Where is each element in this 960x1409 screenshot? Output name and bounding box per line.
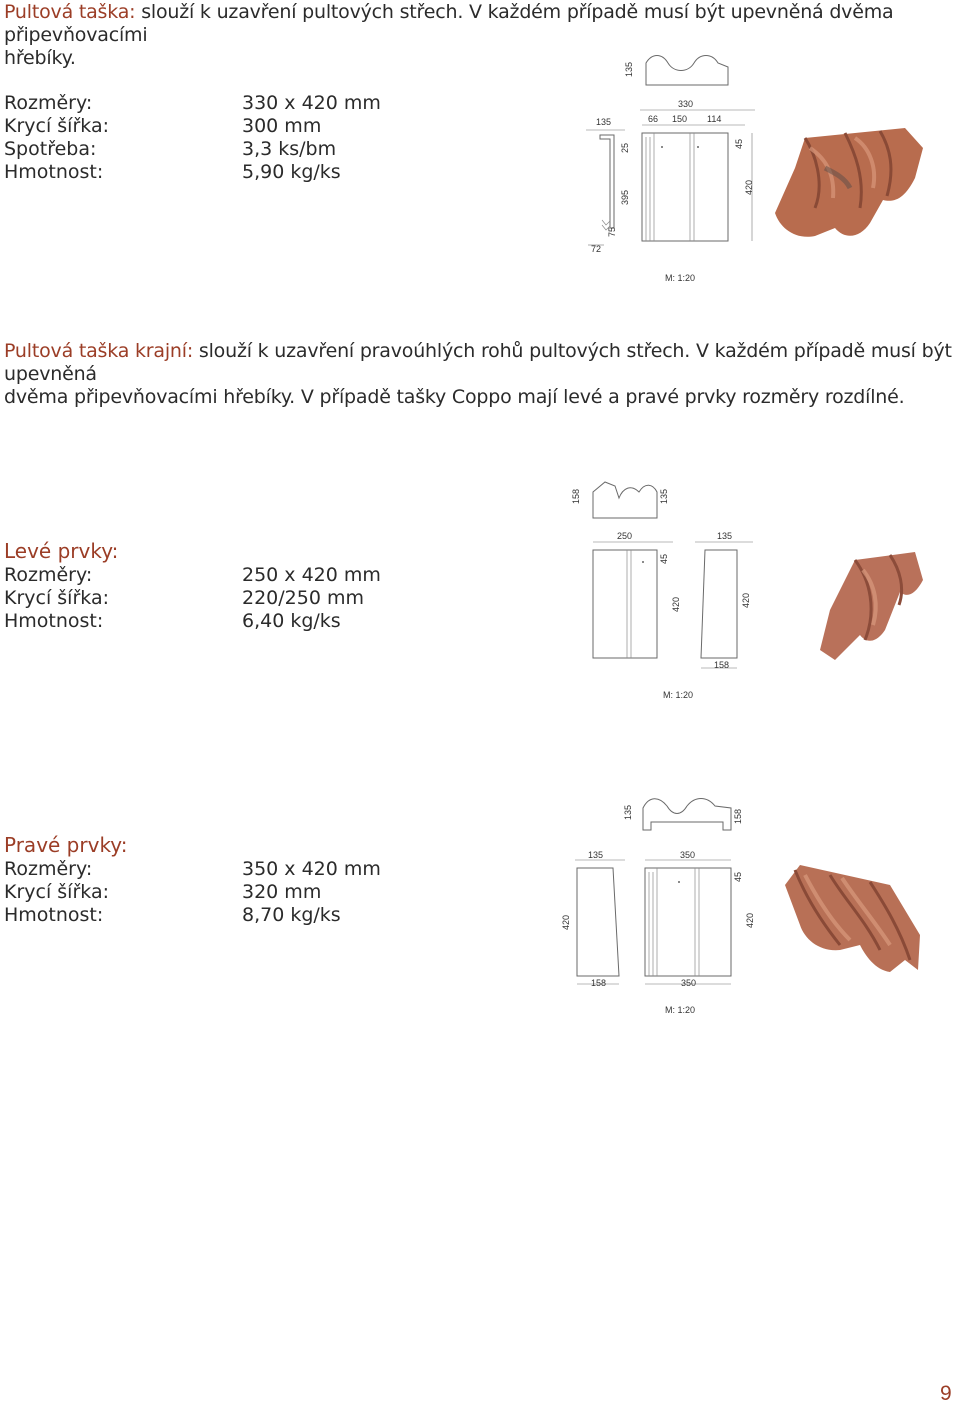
- section2-title: Pultová taška krajní:: [4, 340, 194, 362]
- dim-label: 135: [623, 804, 633, 820]
- profile-outline: [646, 56, 728, 86]
- tile-photo: [775, 128, 925, 240]
- dim-label: 350: [680, 850, 696, 860]
- section1-intro: [4, 1, 960, 70]
- dim-label: 75: [607, 226, 617, 237]
- spec-value: 8,70 kg/ks: [242, 904, 341, 926]
- tile-photo-shape: [785, 865, 920, 972]
- spec-value: 3,3 ks/bm: [242, 138, 337, 160]
- dim-label: 135: [596, 117, 612, 127]
- section1-text-line2: hřebíky.: [4, 47, 76, 69]
- section2-intro: [4, 340, 960, 409]
- spec-value: 6,40 kg/ks: [242, 610, 341, 632]
- tile-photo: [780, 860, 925, 975]
- dim-label: 25: [620, 142, 630, 153]
- dim-label: 158: [733, 808, 743, 824]
- dim-label: 158: [714, 660, 730, 670]
- spec-value: 250 x 420 mm: [242, 564, 381, 586]
- dim-label: 72: [591, 244, 602, 254]
- dim-label: 330: [678, 99, 694, 109]
- section1-title: Pultová taška:: [4, 1, 136, 23]
- dim-label: 395: [620, 189, 630, 205]
- dim-label: 114: [707, 114, 722, 124]
- dim-label: 45: [733, 871, 743, 882]
- section4-drawing: [555, 790, 765, 1000]
- spec-value: 220/250 mm: [242, 587, 364, 609]
- spec-label: Rozměry:: [4, 92, 93, 114]
- tile-front: [642, 133, 728, 241]
- dim-label: 66: [648, 114, 659, 124]
- side-profile: [577, 868, 619, 976]
- dim-label: 45: [734, 138, 744, 149]
- section4-specs: [4, 858, 384, 927]
- dim-label: 135: [588, 850, 604, 860]
- profile-outline: [593, 482, 657, 518]
- section1-text-line1: slouží k uzavření pultových střech. V každém případě musí být upevněná dvěma připevňovacími: [4, 1, 894, 46]
- dim-label: 420: [561, 914, 571, 930]
- spec-value: 300 mm: [242, 115, 322, 137]
- tile-front: [593, 550, 657, 658]
- dim-label: 45: [659, 553, 669, 564]
- section1-drawing: [570, 45, 770, 260]
- dim-label: 158: [571, 488, 581, 504]
- dim-label: 135: [717, 531, 733, 541]
- dim-label: 420: [741, 592, 751, 608]
- section2-text-line1: slouží k uzavření pravoúhlých rohů pultových střech. V každém případě musí být upevněná: [4, 340, 952, 385]
- spec-label: Rozměry:: [4, 564, 93, 586]
- spec-value: 330 x 420 mm: [242, 92, 381, 114]
- profile-outline: [643, 799, 731, 831]
- scale-label: M: 1:20: [663, 690, 694, 700]
- scale-label: M: 1:20: [665, 1005, 696, 1015]
- dim-label: 150: [672, 114, 688, 124]
- spec-label: Krycí šířka:: [4, 587, 109, 609]
- side-profile: [600, 135, 614, 228]
- section4-title: Pravé prvky:: [4, 833, 128, 857]
- spec-value: 5,90 kg/ks: [242, 161, 341, 183]
- dim-label: 135: [659, 488, 669, 504]
- spec-label: Spotřeba:: [4, 138, 97, 160]
- spec-label: Hmotnost:: [4, 161, 104, 183]
- section1-specs: [4, 92, 384, 184]
- tile-photo: [815, 550, 925, 660]
- dim-label: 158: [591, 978, 607, 988]
- dim-label: 350: [681, 978, 697, 988]
- section2-text-line2: dvěma připevňovacími hřebíky. V případě tašky Coppo mají levé a pravé prvky rozměry rozdílné.: [4, 386, 905, 408]
- spec-label: Rozměry:: [4, 858, 93, 880]
- scale-label: M: 1:20: [665, 273, 696, 283]
- spec-label: Krycí šířka:: [4, 115, 109, 137]
- side-profile: [701, 550, 737, 658]
- section3-specs: [4, 564, 384, 633]
- page-number: 9: [940, 1382, 952, 1405]
- spec-label: Krycí šířka:: [4, 881, 109, 903]
- dim-label: 250: [617, 531, 633, 541]
- dim-label: 420: [744, 179, 754, 195]
- spec-value: 320 mm: [242, 881, 322, 903]
- tile-front: [645, 868, 731, 976]
- section3-title: Levé prvky:: [4, 539, 119, 563]
- dim-label: 420: [671, 596, 681, 612]
- section3-drawing: [565, 470, 765, 680]
- spec-value: 350 x 420 mm: [242, 858, 381, 880]
- dim-label: 420: [745, 912, 755, 928]
- dim-label: 135: [624, 61, 634, 77]
- spec-label: Hmotnost:: [4, 904, 104, 926]
- spec-label: Hmotnost:: [4, 610, 104, 632]
